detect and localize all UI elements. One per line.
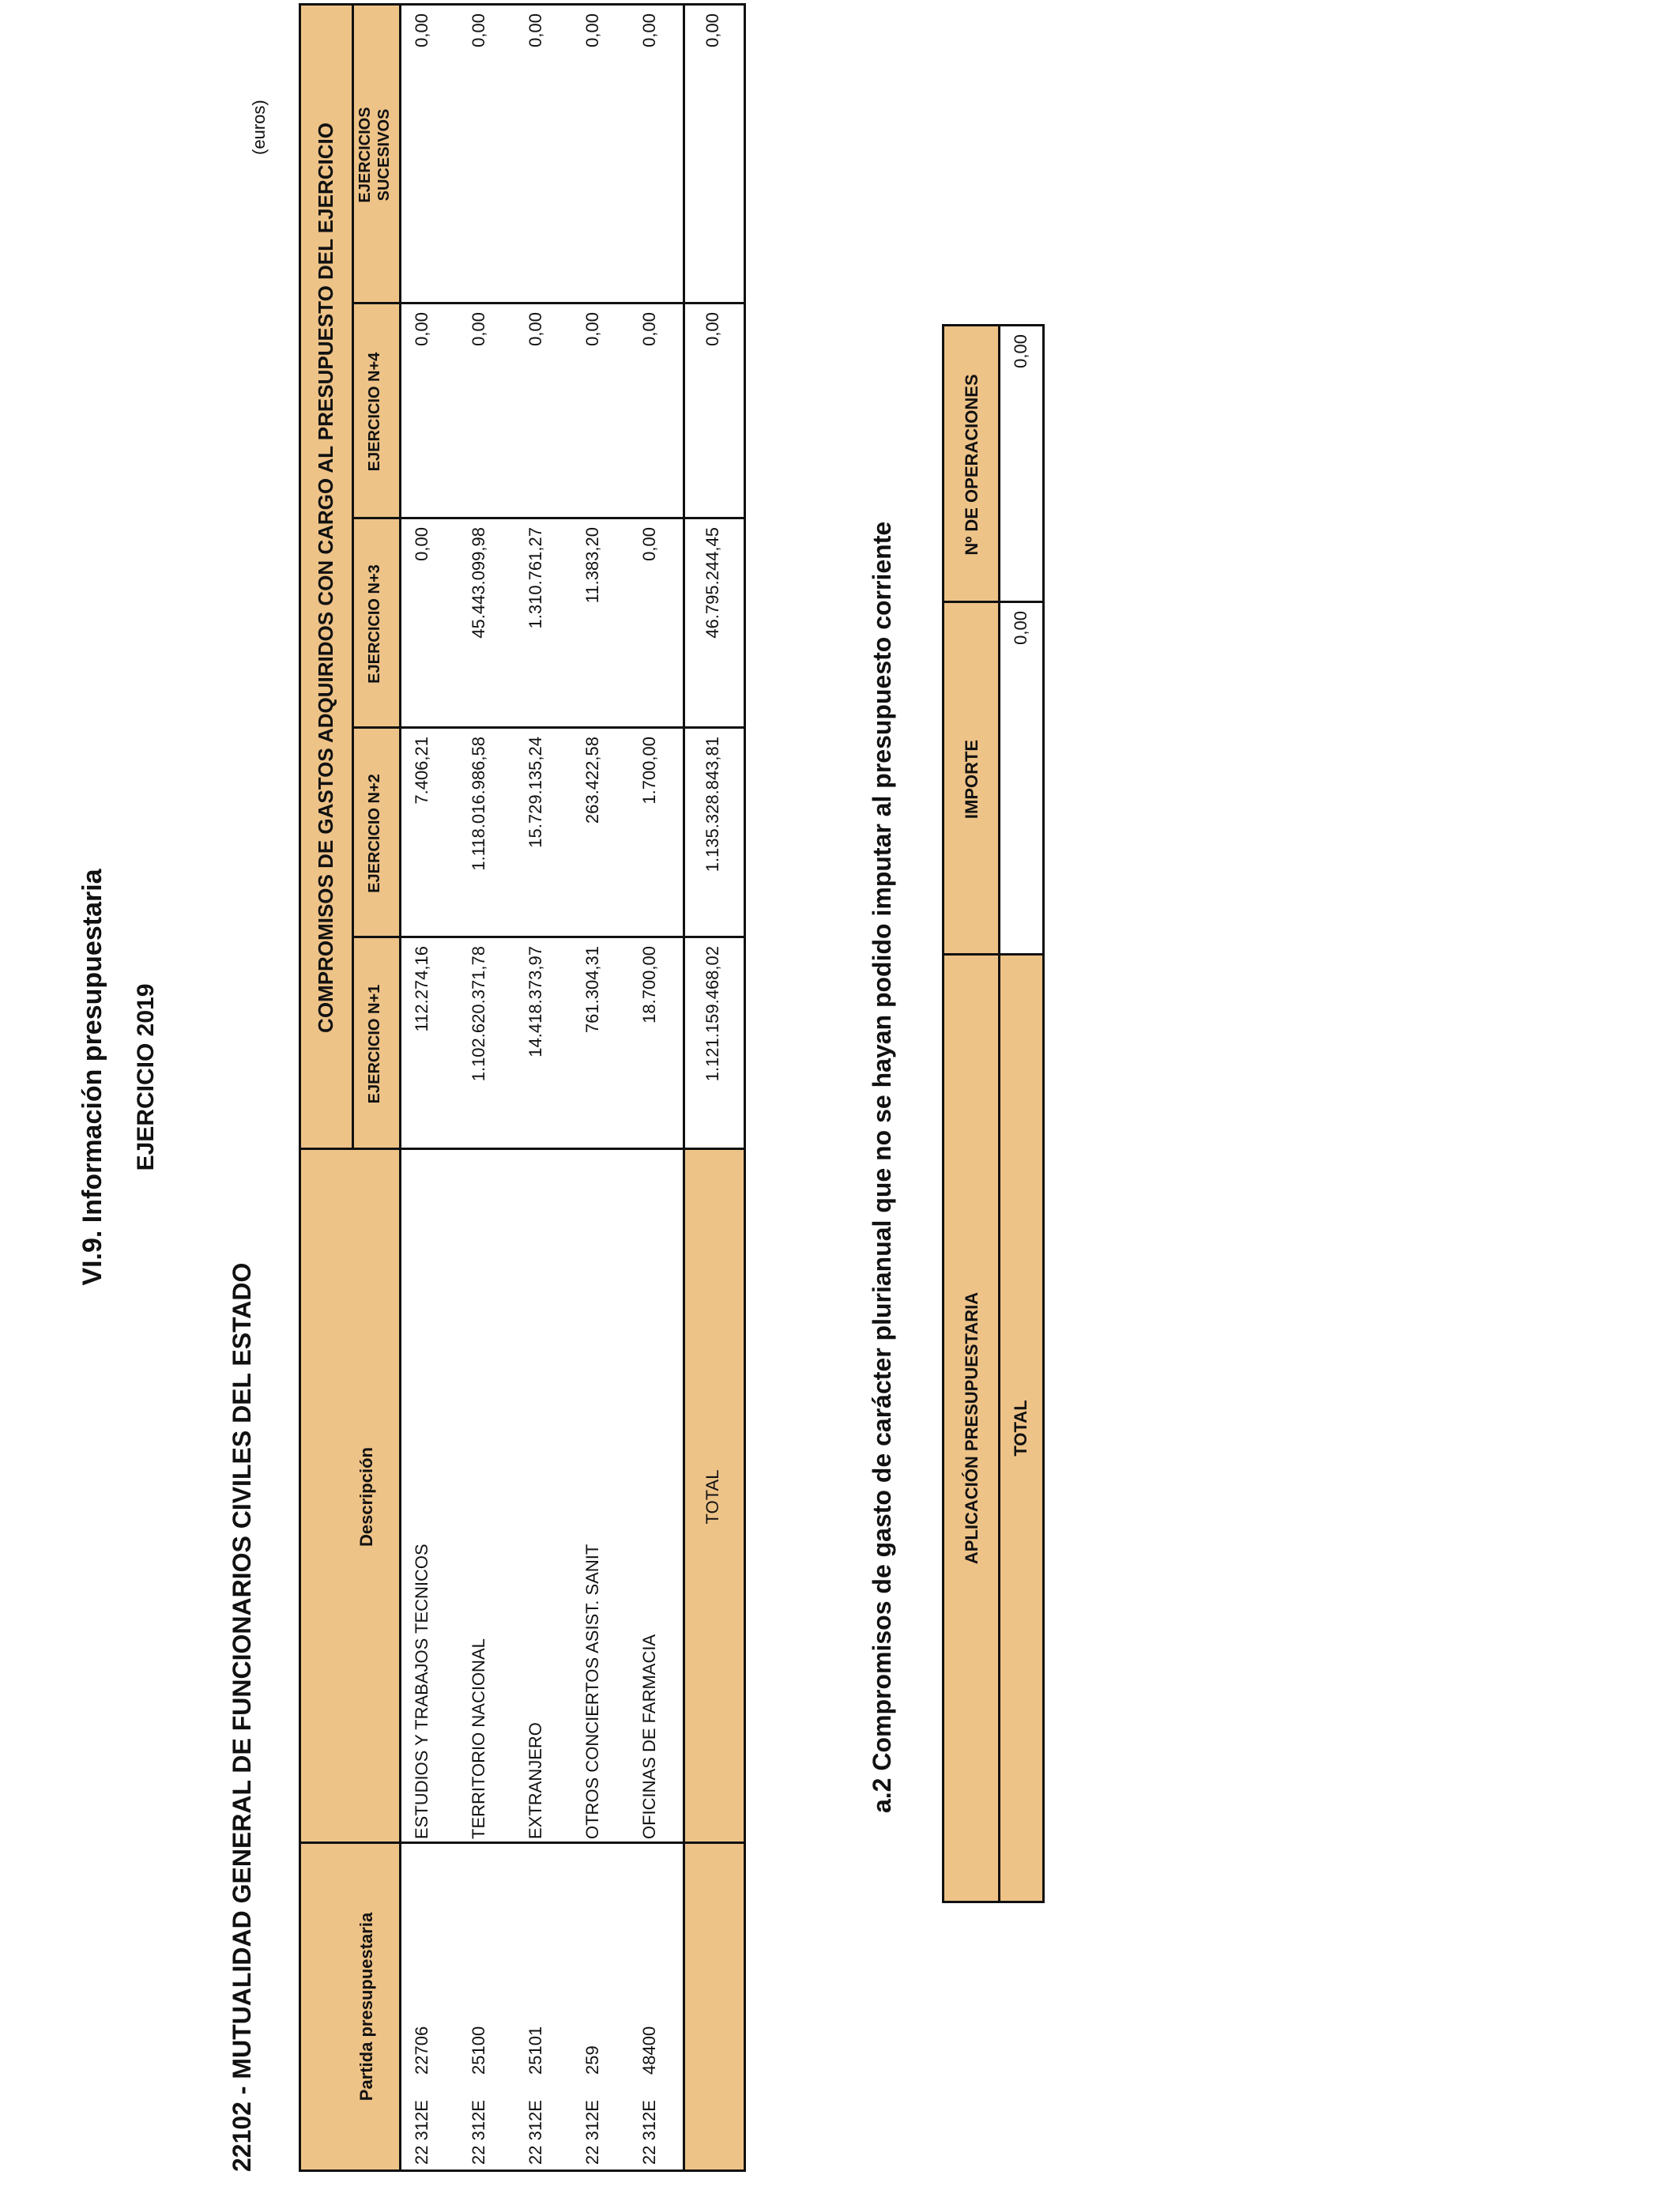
row-desc: EXTRANJERO <box>525 1722 545 1839</box>
row-n4: 0,00 <box>525 312 545 346</box>
row-n2: 1.700,00 <box>639 737 659 805</box>
total-label: TOTAL <box>703 1469 722 1525</box>
total-n2: 1.135.328.843,81 <box>703 737 722 873</box>
row-desc: ESTUDIOS Y TRABAJOS TECNICOS <box>412 1544 431 1839</box>
divider <box>352 6 354 1150</box>
total-n1: 1.121.159.468,02 <box>703 946 722 1082</box>
row-n4: 0,00 <box>582 312 602 346</box>
total-suc: 0,00 <box>703 13 722 47</box>
section-title: VI.9. Información presupuestaria <box>77 869 107 1286</box>
row-desc: OFICINAS DE FARMACIA <box>639 1634 659 1839</box>
row-n1: 761.304,31 <box>582 946 602 1034</box>
row-n3: 11.383,20 <box>582 527 602 604</box>
currency-note: (euros) <box>249 100 269 155</box>
budget-commitments-table <box>299 3 746 2172</box>
divider <box>998 326 1000 1901</box>
row-code: 22706 <box>412 2026 431 2075</box>
row-suc: 0,00 <box>639 13 659 47</box>
col-header-n1: EJERCICIO N+1 <box>366 984 383 1104</box>
row-n3: 0,00 <box>412 527 431 561</box>
total-n4: 0,00 <box>703 312 722 346</box>
row-prog: 22 312E <box>639 2100 659 2165</box>
row-n1: 14.418.373,97 <box>525 946 545 1057</box>
section-a2-title: a.2 Compromisos de gasto de carácter plurianual que no se hayan podido imputar al presupuesto corriente <box>868 521 896 1813</box>
row-code: 25100 <box>469 2026 488 2075</box>
row-code: 48400 <box>639 2026 659 2075</box>
row-desc: TERRITORIO NACIONAL <box>469 1638 488 1839</box>
a2-total-label: TOTAL <box>1011 1400 1030 1457</box>
row-prog: 22 312E <box>412 2100 431 2165</box>
row-n1: 112.274,16 <box>412 946 431 1032</box>
a2-col-operaciones: Nº DE OPERACIONES <box>962 374 981 556</box>
row-n1: 18.700,00 <box>639 946 659 1023</box>
row-n2: 15.729.135,24 <box>525 737 545 848</box>
col-header-n4: EJERCICIO N+4 <box>366 352 383 472</box>
row-n3: 1.310.761,27 <box>525 527 545 629</box>
row-n2: 1.118.016.986,58 <box>469 737 488 871</box>
row-n4: 0,00 <box>639 312 659 346</box>
year-title: EJERCICIO 2019 <box>133 983 159 1171</box>
row-code: 259 <box>582 2045 602 2075</box>
row-suc: 0,00 <box>412 13 431 47</box>
a2-total-operaciones: 0,00 <box>1011 334 1030 368</box>
row-n1: 1.102.620.371,78 <box>469 946 488 1082</box>
header-bg-left <box>301 1150 401 2169</box>
col-header-n3: EJERCICIO N+3 <box>366 564 383 684</box>
row-prog: 22 312E <box>582 2100 602 2165</box>
col-header-n2: EJERCICIO N+2 <box>366 774 383 893</box>
section-a2-table <box>942 324 1045 1903</box>
row-n2: 7.406,21 <box>412 737 431 805</box>
row-n3: 45.443.099,98 <box>469 527 488 639</box>
a2-col-aplicacion: APLICACIÓN PRESUPUESTARIA <box>962 1291 981 1565</box>
col-header-partida: Partida presupuestaria <box>356 1912 376 2102</box>
row-desc: OTROS CONCIERTOS ASIST. SANIT <box>582 1544 602 1839</box>
row-n4: 0,00 <box>412 312 431 346</box>
row-prog: 22 312E <box>525 2100 545 2165</box>
row-prog: 22 312E <box>469 2100 488 2165</box>
a2-col-importe: IMPORTE <box>962 739 981 820</box>
row-n2: 263.422,58 <box>582 737 602 824</box>
group-header: COMPROMISOS DE GASTOS ADQUIRIDOS CON CARGO AL PRESUPUESTO DEL EJERCICIO <box>314 123 337 1033</box>
row-code: 25101 <box>525 2026 545 2075</box>
total-n3: 46.795.244,45 <box>703 527 722 639</box>
col-header-descripcion: Descripción <box>356 1447 376 1547</box>
col-header-sucesivos-2: SUCESIVOS <box>375 108 393 202</box>
row-n4: 0,00 <box>469 312 488 346</box>
divider <box>399 6 401 2169</box>
divider <box>683 6 685 2169</box>
row-suc: 0,00 <box>582 13 602 47</box>
a2-total-importe: 0,00 <box>1011 611 1030 645</box>
row-suc: 0,00 <box>469 13 488 47</box>
row-n3: 0,00 <box>639 527 659 561</box>
col-header-sucesivos-1: EJERCICIOS <box>356 107 374 203</box>
row-suc: 0,00 <box>525 13 545 47</box>
entity-title: 22102 - MUTUALIDAD GENERAL DE FUNCIONARIOS CIVILES DEL ESTADO <box>228 1262 256 2172</box>
